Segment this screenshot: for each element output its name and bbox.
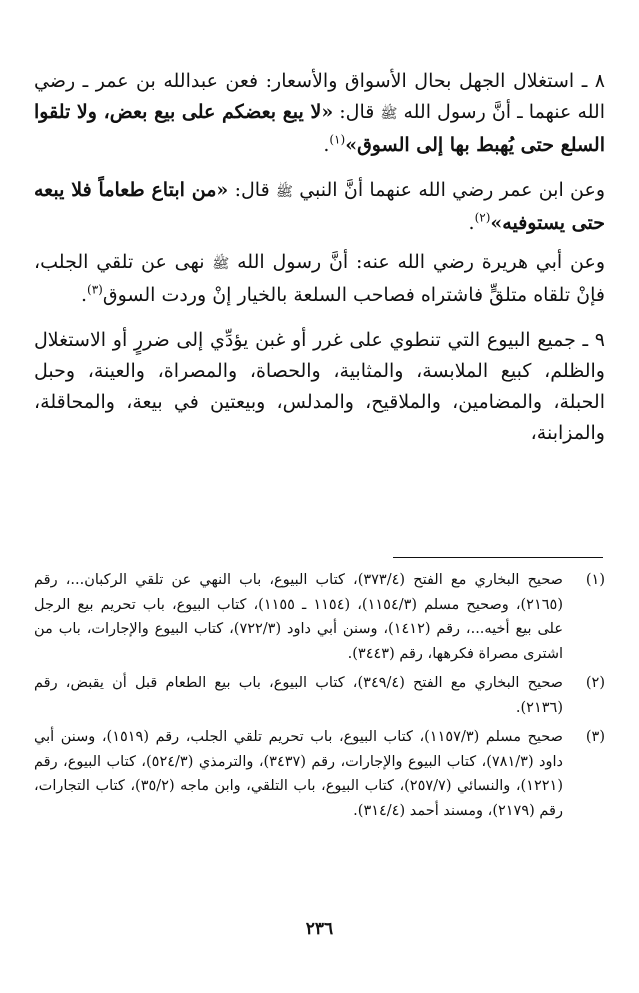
footnote-marker: (٢) (474, 210, 491, 225)
page-number: ٢٣٦ (305, 919, 334, 939)
paragraph-tail: . (323, 134, 330, 156)
footnote-3 (34, 725, 605, 823)
paragraph-abu-hurairah (34, 247, 605, 311)
main-text (34, 66, 605, 463)
salla-symbol: ﷺ (212, 256, 230, 272)
footnote-1 (34, 568, 605, 666)
footnote-marker: (٣) (87, 282, 103, 297)
paragraph-lead: ٨ ـ استغلال الجهل بحال الأسواق والأسعار: فعن عبدالله بن عمر ـ رضي الله عنهما ـ أنَّ رسول الله (34, 70, 605, 123)
footnote-number: (٣) (585, 729, 605, 745)
salla-symbol: ﷺ (275, 184, 293, 200)
paragraph-mid: نهى عن تلقي الجلب، فإنْ تلقاه متلقٍّ فاشتراه فصاحب السلعة بالخيار إنْ وردت السوق (34, 251, 605, 306)
footnote-text: صحيح البخاري مع الفتح (٣٧٣/٤)، كتاب البيوع، باب النهي عن تلقي الركبان...، رقم (٢١٦٥)، وصحيح مسلم (١١٥٤/٣)، (١١٥٤ ـ ١١٥٥)، كتاب البيوع، باب تحريم بيع الرجل على بيع أخيه...، رقم (١٤١٢)، وسنن أبي داود (٧٢٢/٣)، كتاب البيوع والإجارات، باب من اشترى مصراة فكرهها، رقم (٣٤٤٣). (34, 572, 563, 662)
paragraph-8 (34, 66, 605, 161)
paragraph-mid: قال: (234, 179, 270, 201)
paragraph-lead: ٩ ـ جميع البيوع التي تنطوي على غرر أو غبن يؤدِّي إلى ضررٍ أو الاستغلال والظلم، كبيع الملابسة، والمثابية، والحصاة، والمصراة، والعينة، وحبل الحبلة، والمضامين، والملاقيح، والمدلس، وبيعتين في بيعة، والمحاقلة، والمزابنة، (34, 329, 605, 444)
paragraph-tail: . (468, 212, 475, 234)
footnotes (34, 568, 605, 828)
hadith-quote: «لا يبع بعضكم على بيع بعض، ولا تلقوا السلع حتى يُهبط بها إلى السوق» (34, 101, 605, 156)
paragraph-tail: . (80, 284, 88, 306)
paragraph-mid: قال: (339, 101, 375, 123)
footnote-separator (393, 557, 603, 558)
footnote-number: (١) (585, 572, 605, 588)
paragraph-ibn-umar (34, 175, 605, 239)
footnote-2 (34, 671, 605, 720)
paragraph-lead: وعن أبي هريرة رضي الله عنه: أنَّ رسول الله (237, 251, 605, 273)
hadith-quote: «من ابتاع طعاماً فلا يبعه حتى يستوفيه» (34, 179, 605, 234)
paragraph-9 (34, 325, 605, 449)
footnote-number: (٢) (585, 675, 605, 691)
footnote-marker: (١) (329, 132, 346, 147)
footnote-text: صحيح مسلم (١١٥٧/٣)، كتاب البيوع، باب تحريم تلقي الجلب، رقم (١٥١٩)، وسنن أبي داود (٧٨١/٣)، كتاب البيوع والإجارات، رقم (٣٤٣٧)، والترمذي (٥٢٤/٣)، كتاب البيوع، رقم (١٢٢١)، والنسائي (٢٥٧/٧)، كتاب البيوع، باب التلقي، وابن ماجه (٣٥/٢)، كتاب التجارات، رقم (٢١٧٩)، ومسند أحمد (٣١٤/٤). (34, 729, 563, 819)
paragraph-lead: وعن ابن عمر رضي الله عنهما أنَّ النبي (299, 179, 606, 201)
salla-symbol: ﷺ (380, 106, 398, 122)
footnote-text: صحيح البخاري مع الفتح (٣٤٩/٤)، كتاب البيوع، باب بيع الطعام قبل أن يقبض، رقم (٢١٣٦). (34, 675, 563, 716)
